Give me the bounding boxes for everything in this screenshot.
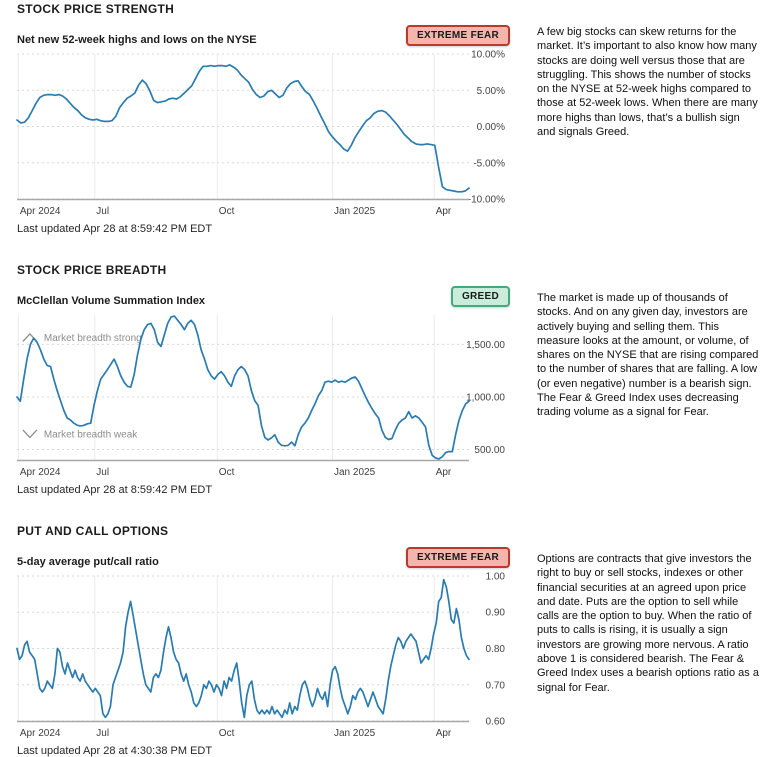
chart-title: Net new 52-week highs and lows on the NYSE <box>17 34 257 46</box>
y-axis-tick-label: 1,500.00 <box>466 339 505 351</box>
y-axis-tick-label: 0.60 <box>485 716 505 728</box>
y-axis-tick-label: 0.00% <box>476 122 505 133</box>
line-chart-stock-price-breadth[interactable] <box>17 309 510 481</box>
x-axis-tick-label: Oct <box>218 467 235 478</box>
status-badge: GREED <box>451 286 510 307</box>
chart-header-row <box>17 25 510 46</box>
x-axis-tick-label: Apr 2024 <box>19 206 61 217</box>
status-badge: EXTREME FEAR <box>406 547 510 568</box>
section-title: STOCK PRICE BREADTH <box>17 263 167 277</box>
chart-panel <box>17 2 510 235</box>
chart-title: McClellan Volume Summation Index <box>17 295 206 307</box>
chart-canvas[interactable] <box>17 309 510 481</box>
section-stock-price-strength <box>17 2 765 235</box>
x-axis-tick-label: Jan 2025 <box>334 467 376 478</box>
section-stock-price-breadth <box>17 263 765 496</box>
x-axis-tick-label: Apr <box>435 467 452 478</box>
section-put-and-call-options <box>17 524 765 757</box>
y-axis-tick-label: -5.00% <box>473 158 505 170</box>
line-chart-put-call-ratio[interactable] <box>17 570 510 742</box>
annotation-label: Market breadth weak <box>43 429 138 441</box>
x-axis-tick-label: Apr 2024 <box>19 728 61 739</box>
section-description: The market is made up of thousands of stocks. And on any given day, investors are actively buying and selling them. This measure looks at the amount, or volume, of shares on the NYSE that are rising compared to the number of shares that are falling. A low (or even negative) number is a bearish sign. The Fear & Greed Index uses decreasing trading volume as a signal for Fear. <box>537 292 759 419</box>
y-axis-tick-label: 1.00 <box>485 571 505 583</box>
status-badge: EXTREME FEAR <box>406 25 510 46</box>
section-description: A few big stocks can skew returns for the market. It’s important to also know how many stocks are doing well versus those that are struggling. This shows the number of stocks on the NYSE at 52-week highs compared to those at 52-week lows. When there are many more highs than lows, that’s a bullish sign and signals Greed. <box>537 26 758 139</box>
chevron-down-icon <box>23 430 37 438</box>
line-chart-stock-price-strength[interactable] <box>17 48 510 220</box>
x-axis-tick-label: Jan 2025 <box>334 728 376 739</box>
x-axis-tick-label: Oct <box>218 728 235 739</box>
section-description: Options are contracts that give investors the right to buy or sell stocks, indexes or other financial securities at an agreed upon price and date. Puts are the option to sell while calls are the option to buy. When the ratio of puts to calls is rising, it is usually a sign investors are growing more nervous. A ratio above 1 is considered bearish. The Fear & Greed Index uses a bearish options ratio as a signal for Fear. <box>537 553 759 694</box>
chart-canvas[interactable] <box>17 570 510 742</box>
x-axis-tick-label: Apr <box>435 206 452 217</box>
y-axis-tick-label: 10.00% <box>471 49 505 61</box>
last-updated-text: Last updated Apr 28 at 4:30:38 PM EDT <box>17 745 213 757</box>
y-axis-tick-label: 0.70 <box>485 680 505 692</box>
x-axis-tick-label: Jul <box>96 206 110 217</box>
y-axis-tick-label: 1,000.00 <box>466 392 505 404</box>
x-axis-tick-label: Jul <box>96 728 110 739</box>
x-axis-tick-label: Jul <box>96 467 110 478</box>
y-axis-tick-label: 0.80 <box>485 644 505 655</box>
last-updated-text: Last updated Apr 28 at 8:59:42 PM EDT <box>17 223 213 235</box>
y-axis-tick-label: -10.00% <box>467 194 505 206</box>
chart-header-row <box>17 286 510 307</box>
chart-header-row <box>17 547 510 568</box>
y-axis-tick-label: 5.00% <box>476 85 505 97</box>
section-title: STOCK PRICE STRENGTH <box>17 2 175 16</box>
annotation-label: Market breadth strong <box>43 333 142 344</box>
y-axis-tick-label: 0.90 <box>485 607 505 619</box>
chart-canvas[interactable] <box>17 48 510 220</box>
x-axis-tick-label: Oct <box>218 206 235 217</box>
x-axis-tick-label: Jan 2025 <box>334 206 376 217</box>
last-updated-text: Last updated Apr 28 at 8:59:42 PM EDT <box>17 484 213 496</box>
line-series <box>17 65 469 192</box>
x-axis-tick-label: Apr 2024 <box>19 467 61 478</box>
chart-panel <box>17 263 510 496</box>
chart-panel <box>17 524 510 757</box>
y-axis-tick-label: 500.00 <box>474 445 505 456</box>
x-axis-tick-label: Apr <box>435 728 452 739</box>
chart-title: 5-day average put/call ratio <box>17 556 159 568</box>
section-title: PUT AND CALL OPTIONS <box>17 524 169 538</box>
